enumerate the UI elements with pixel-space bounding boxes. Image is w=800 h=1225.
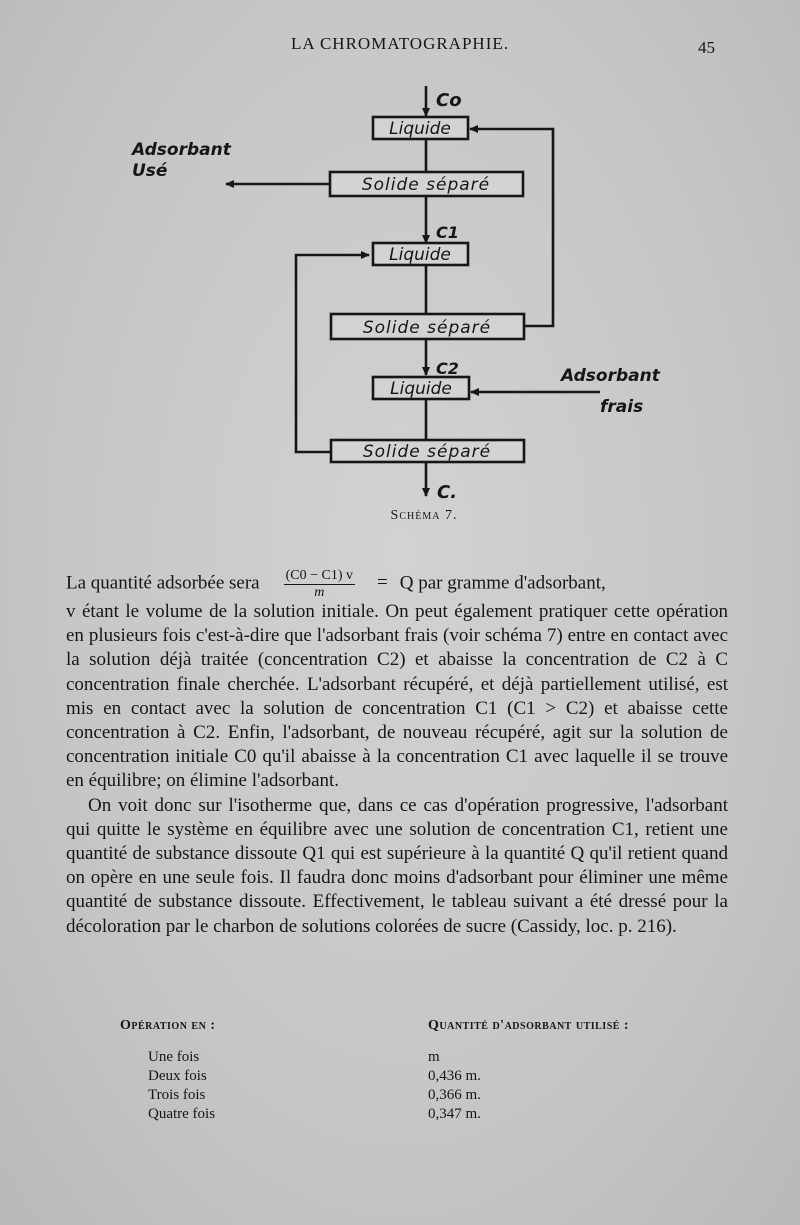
body-text xyxy=(66,568,728,939)
formula-fraction xyxy=(284,568,355,600)
box-label: Liquide xyxy=(389,119,451,139)
running-title: LA CHROMATOGRAPHIE. xyxy=(291,34,509,53)
box-label: Solide séparé xyxy=(362,318,492,338)
flow-diagram xyxy=(0,70,800,510)
formula-denominator: m xyxy=(314,585,325,600)
input-concentration-label: Co xyxy=(436,90,462,111)
box-label: Liquide xyxy=(390,379,452,399)
formula-lead: La quantité adsorbée sera xyxy=(66,572,260,594)
paragraph: v étant le volume de la solution initiale. On peut également pratiquer cette opération en plusieurs fois c'est-à-dire que l'adsorbant frais (voir schéma 7) entre en contact avec la solution déjà traitée (concentration C2) et abaisse la concentration de C2 à C concentration finale cherchée. L'adsorbant récupéré, et déjà partiellement utilisé, est mis en contact avec la solution de concentration C1 (C1 > C2) et abaisse cette concentration à C2. Enfin, l'adsorbant, de nouveau récupéré, agit sur la solution de concentration initiale C0 qu'il abaisse à la concentration C1 avec laquelle il se trouve en équilibre; on élimine l'adsorbant. xyxy=(66,601,728,792)
operation-cell: Quatre fois xyxy=(148,1106,216,1122)
operation-cell: Trois fois xyxy=(148,1087,206,1103)
fresh-adsorbent-label: frais xyxy=(600,397,644,417)
quantity-cell: 0,347 m. xyxy=(428,1106,481,1122)
fresh-adsorbent-label: Adsorbant xyxy=(561,366,660,386)
quantity-column-header: Quantité d'adsorbant utilisé : xyxy=(428,1018,630,1033)
recycle-line-left xyxy=(296,255,369,452)
box-label: Liquide xyxy=(389,245,451,265)
recycle-line-right xyxy=(470,129,553,326)
quantity-cell: 0,366 m. xyxy=(428,1087,481,1103)
output-concentration-label: C. xyxy=(437,482,458,503)
formula-line xyxy=(66,568,728,600)
operation-cell: Une fois xyxy=(148,1049,200,1065)
formula-numerator: (C0 − C1) v xyxy=(285,568,354,583)
used-adsorbent-label: Adsorbant xyxy=(132,140,231,160)
scheme-caption: Schéma 7. xyxy=(390,508,458,523)
operation-cell: Deux fois xyxy=(148,1068,207,1084)
paragraph: On voit donc sur l'isotherme que, dans ce cas d'opération progressive, l'adsorbant qui quitte le système en équilibre avec une solution de concentration C1, retient une quantité de substance dissoute Q1 qui est supérieure à la quantité Q qu'il retient quand on opère en une seule fois. Il faudra donc moins d'adsorbant pour éliminer une même quantité de substance dissoute. Effectivement, le tableau suivant a été dressé pour la décoloration par le charbon de solutions colorées de sucre (Cassidy, loc. p. 216). xyxy=(66,794,728,937)
formula-equals: = xyxy=(377,572,388,594)
used-adsorbent-label: Usé xyxy=(132,161,168,181)
box-label: Solide séparé xyxy=(361,175,491,195)
box-label: Solide séparé xyxy=(362,442,492,462)
page-number: 45 xyxy=(698,38,715,57)
c1-label: C1 xyxy=(436,223,459,242)
formula-trail: Q par gramme d'adsorbant, xyxy=(399,572,606,594)
quantity-cell: m xyxy=(428,1049,440,1065)
operation-column-header: Opération en : xyxy=(120,1018,216,1033)
c2-label: C2 xyxy=(436,359,459,378)
quantity-cell: 0,436 m. xyxy=(428,1068,481,1084)
